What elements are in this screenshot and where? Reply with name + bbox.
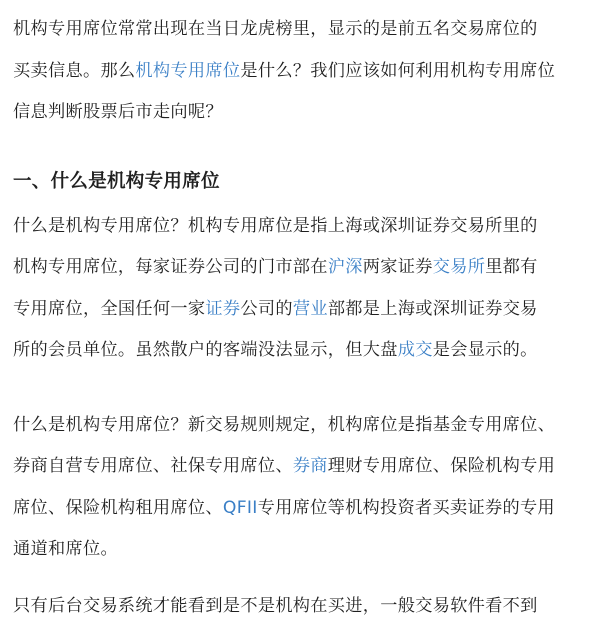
- para1-text-2b: 两家证券: [363, 257, 433, 277]
- para1-text-3b: 公司的: [240, 299, 292, 319]
- para2-text-1: 什么是机构专用席位？新交易规则规定，机构席位是指基金专用席位、: [13, 415, 555, 435]
- article-body: [13, 0, 598, 571]
- para2-line-1: [13, 405, 598, 447]
- para2-text-2b: 理财专用席位、保险机构专用: [328, 456, 555, 476]
- para1-text-3a: 专用席位，全国任何一家: [13, 299, 205, 319]
- para2-line-2: [13, 446, 598, 488]
- para1-text-2a: 机构专用席位，每家证券公司的门市部在: [13, 257, 328, 277]
- para2-text-3a: 席位、保险机构租用席位、: [13, 498, 223, 518]
- para2-line-3: [13, 488, 598, 530]
- intro-text-2b: 是什么？我们应该如何利用机构专用席位: [240, 61, 555, 81]
- para3-partial-line: [13, 586, 538, 627]
- para1-line-3: [13, 289, 598, 331]
- intro-line-3: [13, 92, 598, 134]
- link-business[interactable]: 营业: [293, 299, 328, 319]
- para1-text-4a: 所的会员单位。虽然散户的客端没法显示，但大盘: [13, 340, 398, 360]
- intro-line-2: [13, 51, 598, 93]
- para1-text-2c: 里都有: [485, 257, 537, 277]
- para1-line-2: [13, 247, 598, 289]
- link-securities[interactable]: 证券: [205, 299, 240, 319]
- intro-text-3: 信息判断股票后市走向呢？: [13, 102, 223, 122]
- para1-line-4: [13, 330, 598, 372]
- link-deal[interactable]: 成交: [398, 340, 433, 360]
- section-heading: 一、什么是机构专用席位: [13, 168, 598, 196]
- para2-text-2a: 券商自营专用席位、社保专用席位、: [13, 456, 293, 476]
- link-broker[interactable]: 券商: [293, 456, 328, 476]
- para1-text-3c: 部都是上海或深圳证券交易: [328, 299, 538, 319]
- intro-line-1: [13, 9, 598, 51]
- link-qfii[interactable]: QFII: [223, 498, 258, 518]
- para1-line-1: [13, 206, 598, 248]
- para1-text-4b: 是会显示的。: [433, 340, 538, 360]
- para2-line-4: [13, 529, 598, 571]
- link-institution-seat[interactable]: 机构专用席位: [135, 61, 240, 81]
- link-exchange[interactable]: 交易所: [433, 257, 485, 277]
- para1-text-1: 什么是机构专用席位？机构专用席位是指上海或深圳证券交易所里的: [13, 216, 538, 236]
- para3-text: 只有后台交易系统才能看到是不是机构在买进，一般交易软件看不到: [13, 596, 538, 616]
- intro-text-2a: 买卖信息。那么: [13, 61, 135, 81]
- link-hushen[interactable]: 沪深: [328, 257, 363, 277]
- intro-text-1: 机构专用席位常常出现在当日龙虎榜里，显示的是前五名交易席位的: [13, 19, 538, 39]
- para2-text-4: 通道和席位。: [13, 539, 118, 559]
- para2-text-3b: 专用席位等机构投资者买卖证券的专用: [258, 498, 555, 518]
